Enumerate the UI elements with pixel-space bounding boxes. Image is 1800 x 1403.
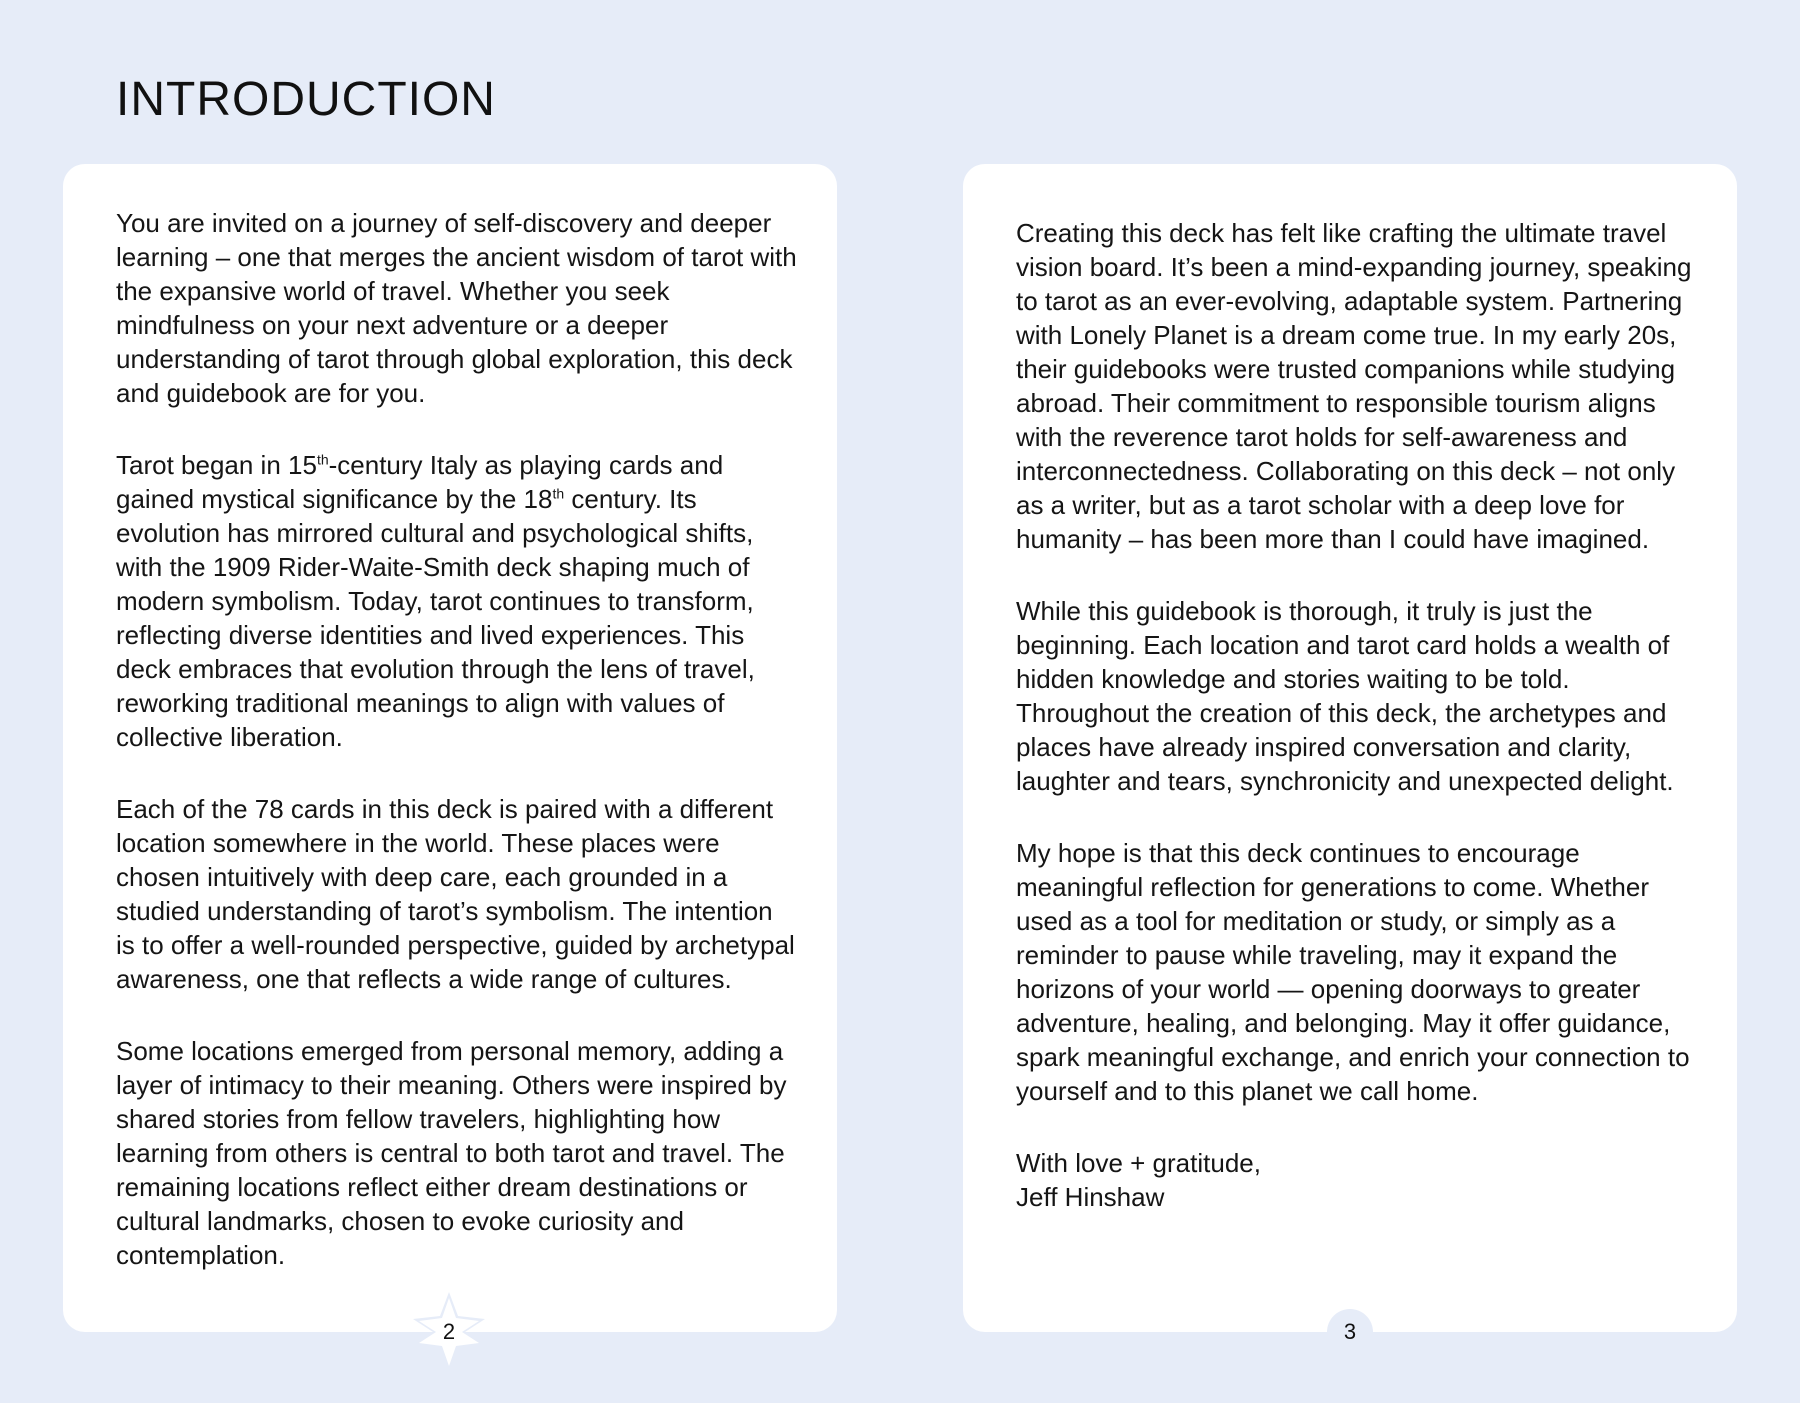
- left-page-text: [116, 206, 797, 1310]
- right-paragraph-3: My hope is that this deck continues to encourage meaningful reflection for generations to come. Whether used as a tool for meditation or study, or simply as a reminder to pause while traveling, may it expand the horizons of your world — opening doorways to greater adventure, healing, and belonging. May it offer guidance, spark meaningful exchange, and enrich your connection to yourself and to this planet we call home.: [1016, 838, 1690, 1106]
- left-paragraph-2: [116, 448, 797, 754]
- signoff-line: With love + gratitude,: [1016, 1148, 1261, 1178]
- superscript-th-2: th: [552, 485, 565, 502]
- right-paragraph-2: While this guidebook is thorough, it truly is just the beginning. Each location and tarot card holds a wealth of hidden knowledge and stories waiting to be told. Throughout the creation of this deck, the archetypes and places have already inspired conversation and clarity, laughter and tears, synchronicity and unexpected delight.: [1016, 596, 1674, 796]
- left-paragraph-3: Each of the 78 cards in this deck is paired with a different location somewhere in the world. These places were chosen intuitively with deep care, each grounded in a studied understanding of tarot’s symbolism. The intention is to offer a well-rounded perspective, guided by archetypal awareness, one that reflects a wide range of cultures.: [116, 794, 795, 994]
- signoff: [1016, 1146, 1697, 1214]
- right-paragraph-1: Creating this deck has felt like crafting the ultimate travel vision board. It’s been a mind-expanding journey, speaking to tarot as an ever-evolving, adaptable system. Partnering with Lonely Planet is a dream come true. In my early 20s, their guidebooks were trusted companions while studying abroad. Their commitment to responsible tourism aligns with the reverence tarot holds for self-awareness and interconnectedness. Collaborating on this deck – not only as a writer, but as a tarot scholar with a deep love for humanity – has been more than I could have imagined.: [1016, 218, 1692, 554]
- left-paragraph-2-part-3: century. Its evolution has mirrored cultural and psychological shifts, with the 1909 Rider-Waite-Smith deck shaping much of modern symbolism. Today, tarot continues to transform, reflecting diverse identities and lived experiences. This deck embraces that evolution through the lens of travel, reworking traditional meanings to align with values of collective liberation.: [116, 484, 755, 752]
- right-page-panel: [963, 164, 1737, 1332]
- right-page-text: [1016, 216, 1697, 1214]
- page-number-badge-right: [1327, 1309, 1373, 1355]
- page-number-left: 2: [442, 1319, 456, 1344]
- page-number-right: 3: [1343, 1319, 1357, 1344]
- superscript-th-1: th: [316, 451, 329, 468]
- left-paragraph-2-part-1: Tarot began in 15: [116, 450, 317, 480]
- left-page-panel: [63, 164, 837, 1332]
- page-number-badge-left: [426, 1309, 472, 1355]
- page-title: INTRODUCTION: [116, 73, 496, 126]
- left-paragraph-2-part-2: -century Italy as playing cards and gained mystical significance by the 18: [116, 450, 724, 514]
- left-paragraph-4: Some locations emerged from personal memory, adding a layer of intimacy to their meaning. Others were inspired by shared stories from fellow travelers, highlighting how learning from others is central to both tarot and travel. The remaining locations reflect either dream destinations or cultural landmarks, chosen to evoke curiosity and contemplation.: [116, 1036, 787, 1270]
- signature-name: Jeff Hinshaw: [1016, 1182, 1165, 1212]
- left-paragraph-1: You are invited on a journey of self-discovery and deeper learning – one that merges the ancient wisdom of tarot with the expansive world of travel. Whether you seek mindfulness on your next adventure or a deeper understanding of tarot through global exploration, this deck and guidebook are for you.: [116, 208, 797, 408]
